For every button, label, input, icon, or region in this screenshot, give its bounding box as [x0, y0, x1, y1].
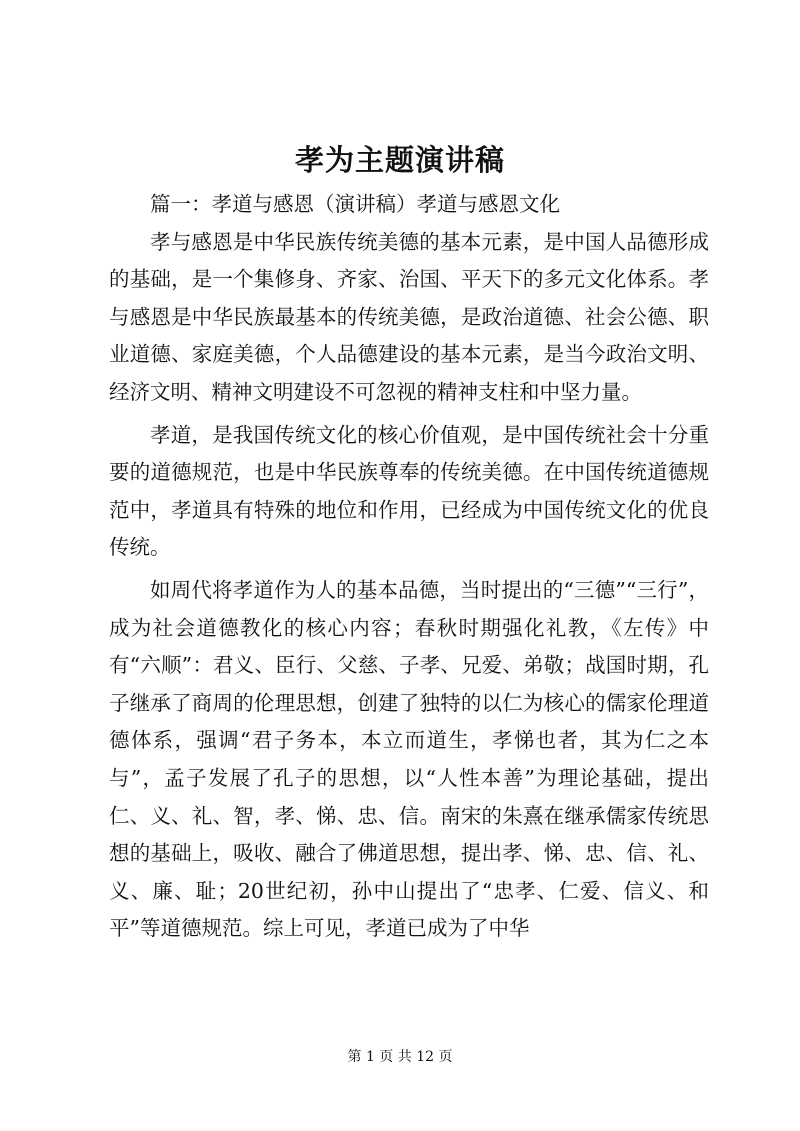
document-title: 孝为主题演讲稿: [294, 143, 505, 177]
body-paragraph: 孝道，是我国传统文化的核心价值观，是中国传统社会十分重要的道德规范，也是中华民族尊奉的传统美德。在中国传统道德规范中，孝道具有特殊的地位和作用，已经成为中国传统文化的优良传统。: [109, 422, 709, 560]
body-paragraph: 如周代将孝道作为人的基本品德，当时提出的“三德”“三行”，成为社会道德教化的核心内容；春秋时期强化礼教，《左传》中有“六顺”：君义、臣行、父慈、子孝、兄爱、弟敬；战国时期，孔子继承了商周的伦理思想，创建了独特的以仁为核心的儒家伦理道德体系，强调“君子务本，本立而道生，孝悌也者，其为仁之本与”，孟子发展了孔子的思想，以“人性本善”为理论基础，提出仁、义、礼、智，孝、悌、忠、信。南宋的朱熹在继承儒家传统思想的基础上，吸收、融合了佛道思想，提出孝、悌、忠、信、礼、义、廉、耻；20世纪初，孙中山提出了“忠孝、仁爱、信义、和平”等道德规范。综上可见，孝道已成为了中华: [109, 577, 709, 941]
body-paragraph: 孝与感恩是中华民族传统美德的基本元素，是中国人品德形成的基础，是一个集修身、齐家、治国、平天下的多元文化体系。孝与感恩是中华民族最基本的传统美德，是政治道德、社会公德、职业道德、家庭美德，个人品德建设的基本元素，是当今政治文明、经济文明、精神文明建设不可忽视的精神支柱和中坚力量。: [109, 229, 709, 404]
subtitle-paragraph: 篇一：孝道与感恩（演讲稿）孝道与感恩文化: [150, 192, 560, 216]
page-number-footer: 第 1 页 共 12 页: [347, 1049, 453, 1065]
document-body: [109, 186, 709, 948]
